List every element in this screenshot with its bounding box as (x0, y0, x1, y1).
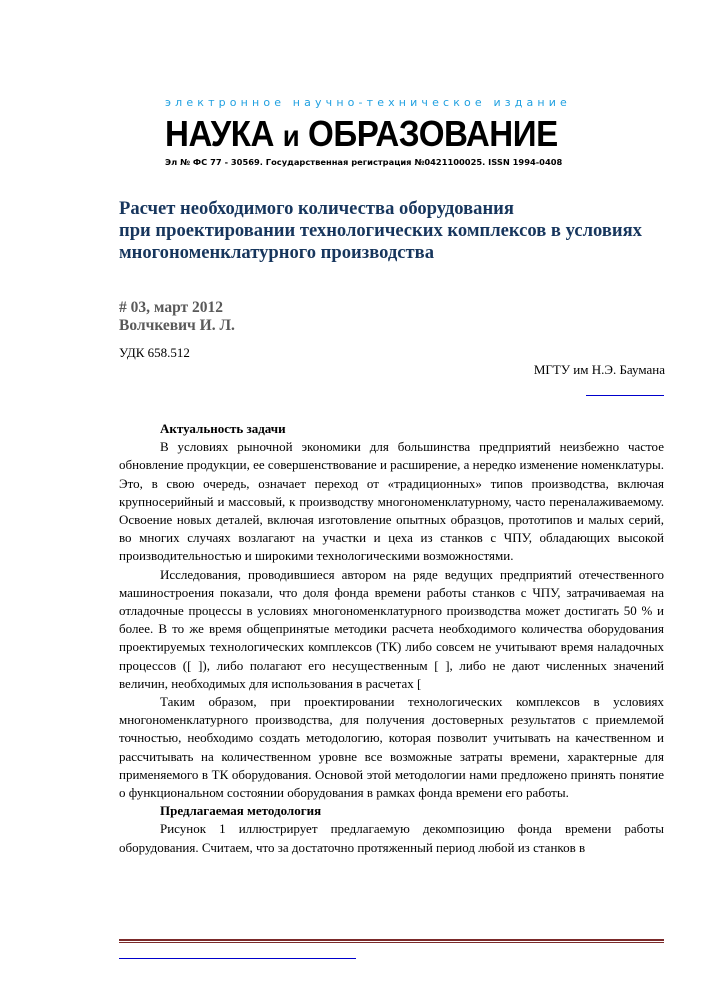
logo-word-and: и (282, 120, 300, 153)
footer-rule-thin (119, 942, 664, 943)
journal-logo (165, 112, 558, 159)
body-paragraph: Исследования, проводившиеся автором на ряде ведущих предприятий отечественного машиностроения показали, что доля фонда времени работы станков с ЧПУ, затрачиваемая на отладочные процессы в условиях многономенклатурного производства может достигать 50 % и более. В то же время общепринятые методики расчета необходимого количества оборудования проектируемых технологических комплексов (ТК) либо совсем не учитывают время наладочных процессов ([ ]), либо полагают его несущественным [ ], либо не дают численных значений величин, необходимых для использования в расчетах [ (119, 566, 664, 691)
footnote-separator (119, 958, 356, 959)
title-line: при проектировании технологических комплексов в условиях (119, 220, 642, 241)
logo-word-nauka: НАУКА (165, 113, 275, 154)
body-paragraph: В условиях рыночной экономики для большинства предприятий неизбежно частое обновление продукции, ее совершенствование и расширение, а нередко изменение номенклатуры. Это, в свою очередь, означает переход от «традиционных» типов производства, включая крупносерийный и массовый, к производству многономенклатурному, часто переналаживаемому. Освоение новых деталей, включая изготовление опытных образцов, прототипов и малых серий, во многих случаях возлагают на участки и цеха из станков с ЧПУ, обладающих высокой производительностью и широкими технологическими возможностями. (119, 439, 664, 564)
author-name: Волчкевич И. Л. (119, 317, 235, 334)
footer-rule (119, 939, 664, 941)
article-title (119, 198, 679, 264)
article-body (119, 420, 664, 857)
section-heading-relevance: Актуальность задачи (160, 421, 286, 436)
title-line: многономенклатурного производства (119, 242, 435, 263)
section-heading-methodology: Предлагаемая методология (160, 803, 322, 819)
logo-word-obrazovanie: ОБРАЗОВАНИЕ (308, 113, 558, 154)
udc-code: УДК 658.512 (119, 345, 190, 360)
body-paragraph: Рисунок 1 иллюстрирует предлагаемую декомпозицию фонда времени работы оборудования. Считаем, что за достаточно протяженный период любой из станков в (119, 821, 664, 855)
issue-number: # 03, март 2012 (119, 299, 223, 316)
title-line: Расчет необходимого количества оборудования (119, 198, 514, 219)
affiliation-link-underline[interactable] (586, 395, 664, 396)
registration-line: Эл № ФС 77 - 30569. Государственная регистрация №0421100025. ISSN 1994-0408 (165, 157, 563, 167)
masthead-tagline: электронное научно-техническое издание (165, 96, 571, 109)
body-paragraph: Таким образом, при проектировании технологических комплексов в условиях многономенклатурного производства, для получения достоверных результатов с приемлемой точностью, необходимо создать методологию, которая позволит учитывать на качественном и рассчитывать на количественном уровне все возможные затраты времени, характерные для применяемого в ТК оборудования. Основой этой методологии нами предложено принять понятие о функциональном состоянии оборудования в рамках фонда времени его работы. (119, 694, 664, 801)
affiliation: МГТУ им Н.Э. Баумана (533, 362, 665, 377)
